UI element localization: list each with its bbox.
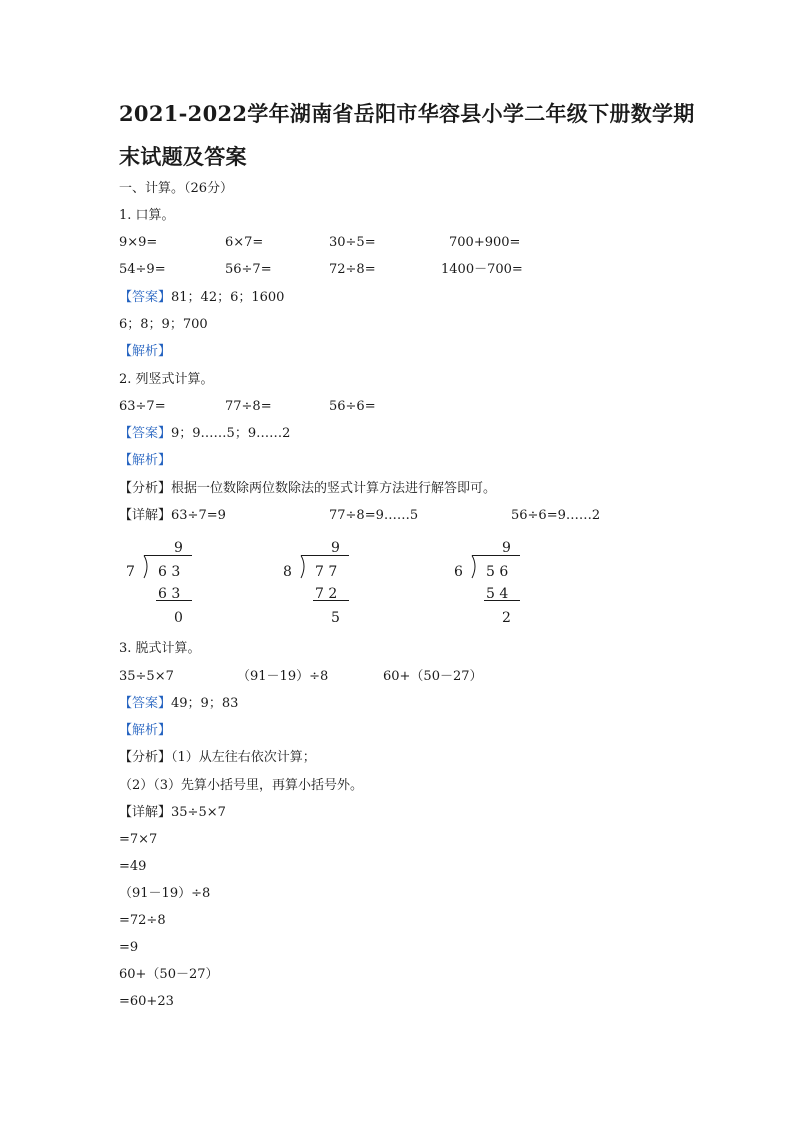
q3-problem: 35÷5×7 <box>119 669 174 684</box>
q2-detail-text: 77÷8=9……5 <box>329 508 419 523</box>
fenxi-text: （1）从左往右依次计算； <box>171 750 316 765</box>
answer-text: 81；42；6；1600 <box>171 290 285 305</box>
product: 6 3 <box>158 586 181 602</box>
q2-problem: 77÷8= <box>225 399 272 414</box>
answer-text: 9；9……5；9……2 <box>171 426 291 441</box>
q1-problem: 54÷9= <box>119 262 166 277</box>
q3-step: =60+23 <box>119 994 174 1009</box>
quotient: 9 <box>502 540 511 556</box>
q3-analysis-tag: 【解析】 <box>119 723 172 738</box>
q2-problem: 56÷6= <box>329 399 376 414</box>
answer-tag: 【答案】 <box>119 696 172 711</box>
detail-text: 63÷7=9 <box>171 508 226 523</box>
long-division <box>277 538 367 628</box>
dividend: 7 7 <box>315 564 338 580</box>
document-title-line-2: 末试题及答案 <box>119 144 247 169</box>
remainder: 0 <box>174 610 183 626</box>
q1-problem: 6×7= <box>225 235 264 250</box>
q1-problem: 1400－700= <box>441 262 523 277</box>
q3-step: =7×7 <box>119 832 158 847</box>
detail-tag: 【详解】 <box>119 508 172 523</box>
q3-problem: （91－19）÷8 <box>237 669 329 684</box>
division-bracket <box>120 538 200 628</box>
division-bracket <box>277 538 357 628</box>
q1-problem: 72÷8= <box>329 262 376 277</box>
q2-detail-text: 56÷6=9……2 <box>511 508 601 523</box>
section-heading: 一、计算。（26分） <box>119 181 234 196</box>
long-division <box>448 538 538 628</box>
q1-problem: 9×9= <box>119 235 158 250</box>
q2-problem: 63÷7= <box>119 399 166 414</box>
division-bracket <box>448 538 528 628</box>
long-division <box>120 538 210 628</box>
document-title-line-1: 2021-2022学年湖南省岳阳市华容县小学二年级下册数学期 <box>119 101 695 126</box>
divisor: 7 <box>126 564 135 580</box>
q3-step: =9 <box>119 940 139 955</box>
q1-answer <box>119 290 284 306</box>
q3-answer <box>119 696 238 712</box>
q1-problem: 30÷5= <box>329 235 376 250</box>
detail-tag: 【详解】 <box>119 805 172 820</box>
q3-problem: 60+（50－27） <box>383 669 483 684</box>
q2-answer <box>119 426 290 442</box>
quotient: 9 <box>174 540 183 556</box>
remainder: 2 <box>502 610 511 626</box>
q1-answer-line-2: 6；8；9；700 <box>119 317 208 332</box>
q2-detail <box>119 508 226 524</box>
product: 7 2 <box>315 586 338 602</box>
q1-heading: 1. 口算。 <box>119 208 175 223</box>
q1-problem: 700+900= <box>449 235 521 250</box>
dividend: 6 3 <box>158 564 181 580</box>
q3-step: （91－19）÷8 <box>119 886 211 901</box>
q3-fenxi-line-2: （2）（3）先算小括号里，再算小括号外。 <box>119 778 364 793</box>
q3-step: =72÷8 <box>119 913 166 928</box>
answer-tag: 【答案】 <box>119 290 172 305</box>
q2-fenxi <box>119 481 496 497</box>
product: 5 4 <box>486 586 509 602</box>
remainder: 5 <box>331 610 340 626</box>
fenxi-tag: 【分析】 <box>119 750 172 765</box>
fenxi-tag: 【分析】 <box>119 481 172 496</box>
q2-heading: 2. 列竖式计算。 <box>119 372 214 387</box>
q3-step: =49 <box>119 859 147 874</box>
fenxi-text: 根据一位数除两位数除法的竖式计算方法进行解答即可。 <box>171 481 497 496</box>
q3-detail <box>119 805 226 821</box>
q1-analysis-tag: 【解析】 <box>119 344 172 359</box>
q1-problem: 56÷7= <box>225 262 272 277</box>
q3-heading: 3. 脱式计算。 <box>119 641 201 656</box>
answer-tag: 【答案】 <box>119 426 172 441</box>
detail-text: 35÷5×7 <box>171 805 226 820</box>
q3-step: 60+（50－27） <box>119 967 219 982</box>
quotient: 9 <box>331 540 340 556</box>
dividend: 5 6 <box>486 564 509 580</box>
divisor: 6 <box>454 564 463 580</box>
divisor: 8 <box>283 564 292 580</box>
q2-analysis-tag: 【解析】 <box>119 453 172 468</box>
answer-text: 49；9；83 <box>171 696 239 711</box>
q3-fenxi <box>119 750 316 766</box>
